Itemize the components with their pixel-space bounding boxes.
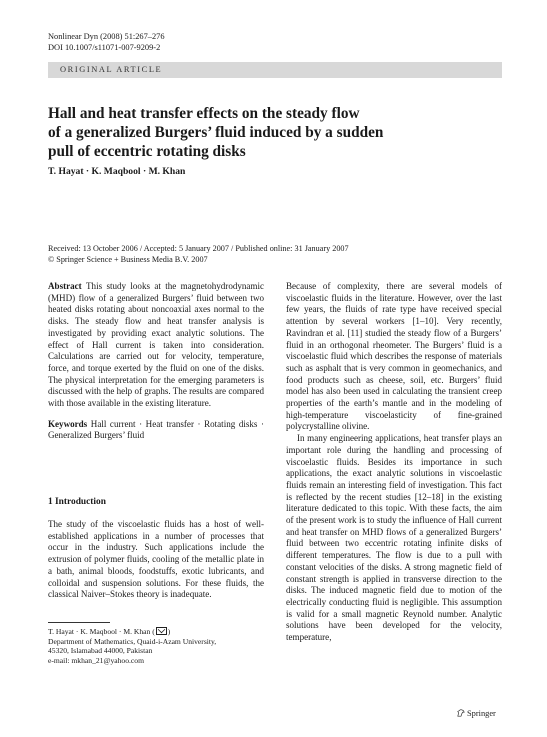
keywords-paragraph: [48, 419, 264, 442]
section-heading-introduction: 1 Introduction: [48, 497, 106, 507]
abstract-paragraph: [48, 281, 264, 410]
intro-left-column: [48, 519, 264, 601]
publication-dates: [48, 243, 349, 265]
keywords-label: Keywords: [48, 418, 88, 429]
envelope-icon: [156, 627, 167, 635]
copyright-line: © Springer Science + Business Media B.V. 2007: [48, 255, 208, 264]
abstract-text: This study looks at the magnetohydrodynamic (MHD) flow of a generalized Burgers’ fluid between two heated disks rotating about noncoaxial axes normal to the disks. The steady flow and heat transfer analysis is investigated by providing exact analytic solutions. The effect of Hall current is taken into consideration. Calculations are carried out for velocity, temperature, force, and torque exerted by the fluid on one of the disks. The physical interpretation for the emerging parameters is discussed with the help of graphs. The results are compared with those available in the existing literature.: [48, 281, 264, 409]
footnote-divider: [48, 622, 110, 623]
intro-right-column: [286, 281, 502, 644]
journal-citation: Nonlinear Dyn (2008) 51:267–276: [48, 32, 165, 41]
keywords-text: Hall current · Heat transfer · Rotating disks · Generalized Burgers’ fluid: [48, 418, 265, 441]
footnote-affiliation: Department of Mathematics, Quaid-i-Azam University,: [48, 636, 217, 646]
abstract-block: [48, 281, 264, 442]
footnote-email: e-mail: mkhan_21@yahoo.com: [48, 655, 144, 665]
footnote-authors: T. Hayat · K. Maqbool · M. Khan (: [48, 627, 155, 636]
paper-title: [48, 104, 448, 161]
abstract-label: Abstract: [48, 281, 82, 291]
journal-doi: DOI 10.1007/s11071-007-9209-2: [48, 43, 161, 52]
title-line-1: Hall and heat transfer effects on the steady flow: [48, 105, 360, 122]
intro-paragraph-2: Because of complexity, there are several models of viscoelastic fluids in the literature. However, over the last few years, the fluids of rate type have received special attention by several workers [1–10]. Very recently, Ravindran et al. [11] studied the steady flow of a Burgers’ fluid in an orthogonal rheometer. The Burgers’ fluid is a viscoelastic fluid which describes the response of materials such as asphalt that is very common in geomechanics, and food products such as cheese, soil, etc. Burgers’ fluid model has also been used in calculating the transient creep properties of the earth’s mantle and in the modeling of high-temperature viscoelasticity of fine-grained polycrystalline olivine.: [286, 281, 502, 432]
article-type-label: ORIGINAL ARTICLE: [60, 65, 163, 74]
author-footnote: [48, 627, 216, 665]
author-list: T. Hayat · K. Maqbool · M. Khan: [48, 166, 186, 177]
footnote-authors-line: [48, 627, 216, 637]
intro-paragraph-1: The study of the viscoelastic fluids has a host of well-established applications in a number of processes that occur in the industry. Such applications include the extrusion of polymer fluids, cooling of the metallic plate in a bath, animal bloods, foodstuffs, exotic lubricants, and colloidal and suspension solutions. For these fluids, the classical Naiver–Stokes theory is inadequate.: [48, 519, 264, 600]
journal-header: [48, 31, 165, 53]
publisher-footer: [457, 709, 496, 718]
title-line-2: of a generalized Burgers’ fluid induced by a sudden: [48, 124, 384, 141]
intro-paragraph-3: In many engineering applications, heat transfer plays an important role during the handling and processing of viscoelastic fluids. Besides its importance in such applications, the exact analytic solutions in viscoelastic fluids remain an interesting field of investigation. This fact is reflected by the recent studies [12–18] in the existing literature dedicated to this topic. With these facts, the aim of the present work is to study the influence of Hall current and heat transfer on MHD flows of a generalized Burgers’ fluid between two eccentric rotating infinite disks of different temperatures. The flow is due to a pull with constant velocities of the disks. A strong magnetic field of constant strength is applied in transverse direction to the disks. The induced magnetic field due to motion of the electrically conducting fluid is negligible. This assumption is valid for a small magnetic Reynold number. Analytic solutions have been developed for the velocity, temperature,: [286, 433, 502, 643]
footnote-authors-end: ): [167, 627, 171, 636]
springer-horse-icon: [457, 709, 465, 717]
footnote-address: 45320, Islamabad 44000, Pakistan: [48, 646, 153, 656]
publisher-name: Springer: [467, 709, 496, 718]
article-type-bar: [48, 62, 502, 78]
history-dates: Received: 13 October 2006 / Accepted: 5 January 2007 / Published online: 31 January 2007: [48, 244, 349, 253]
title-line-3: pull of eccentric rotating disks: [48, 143, 246, 160]
